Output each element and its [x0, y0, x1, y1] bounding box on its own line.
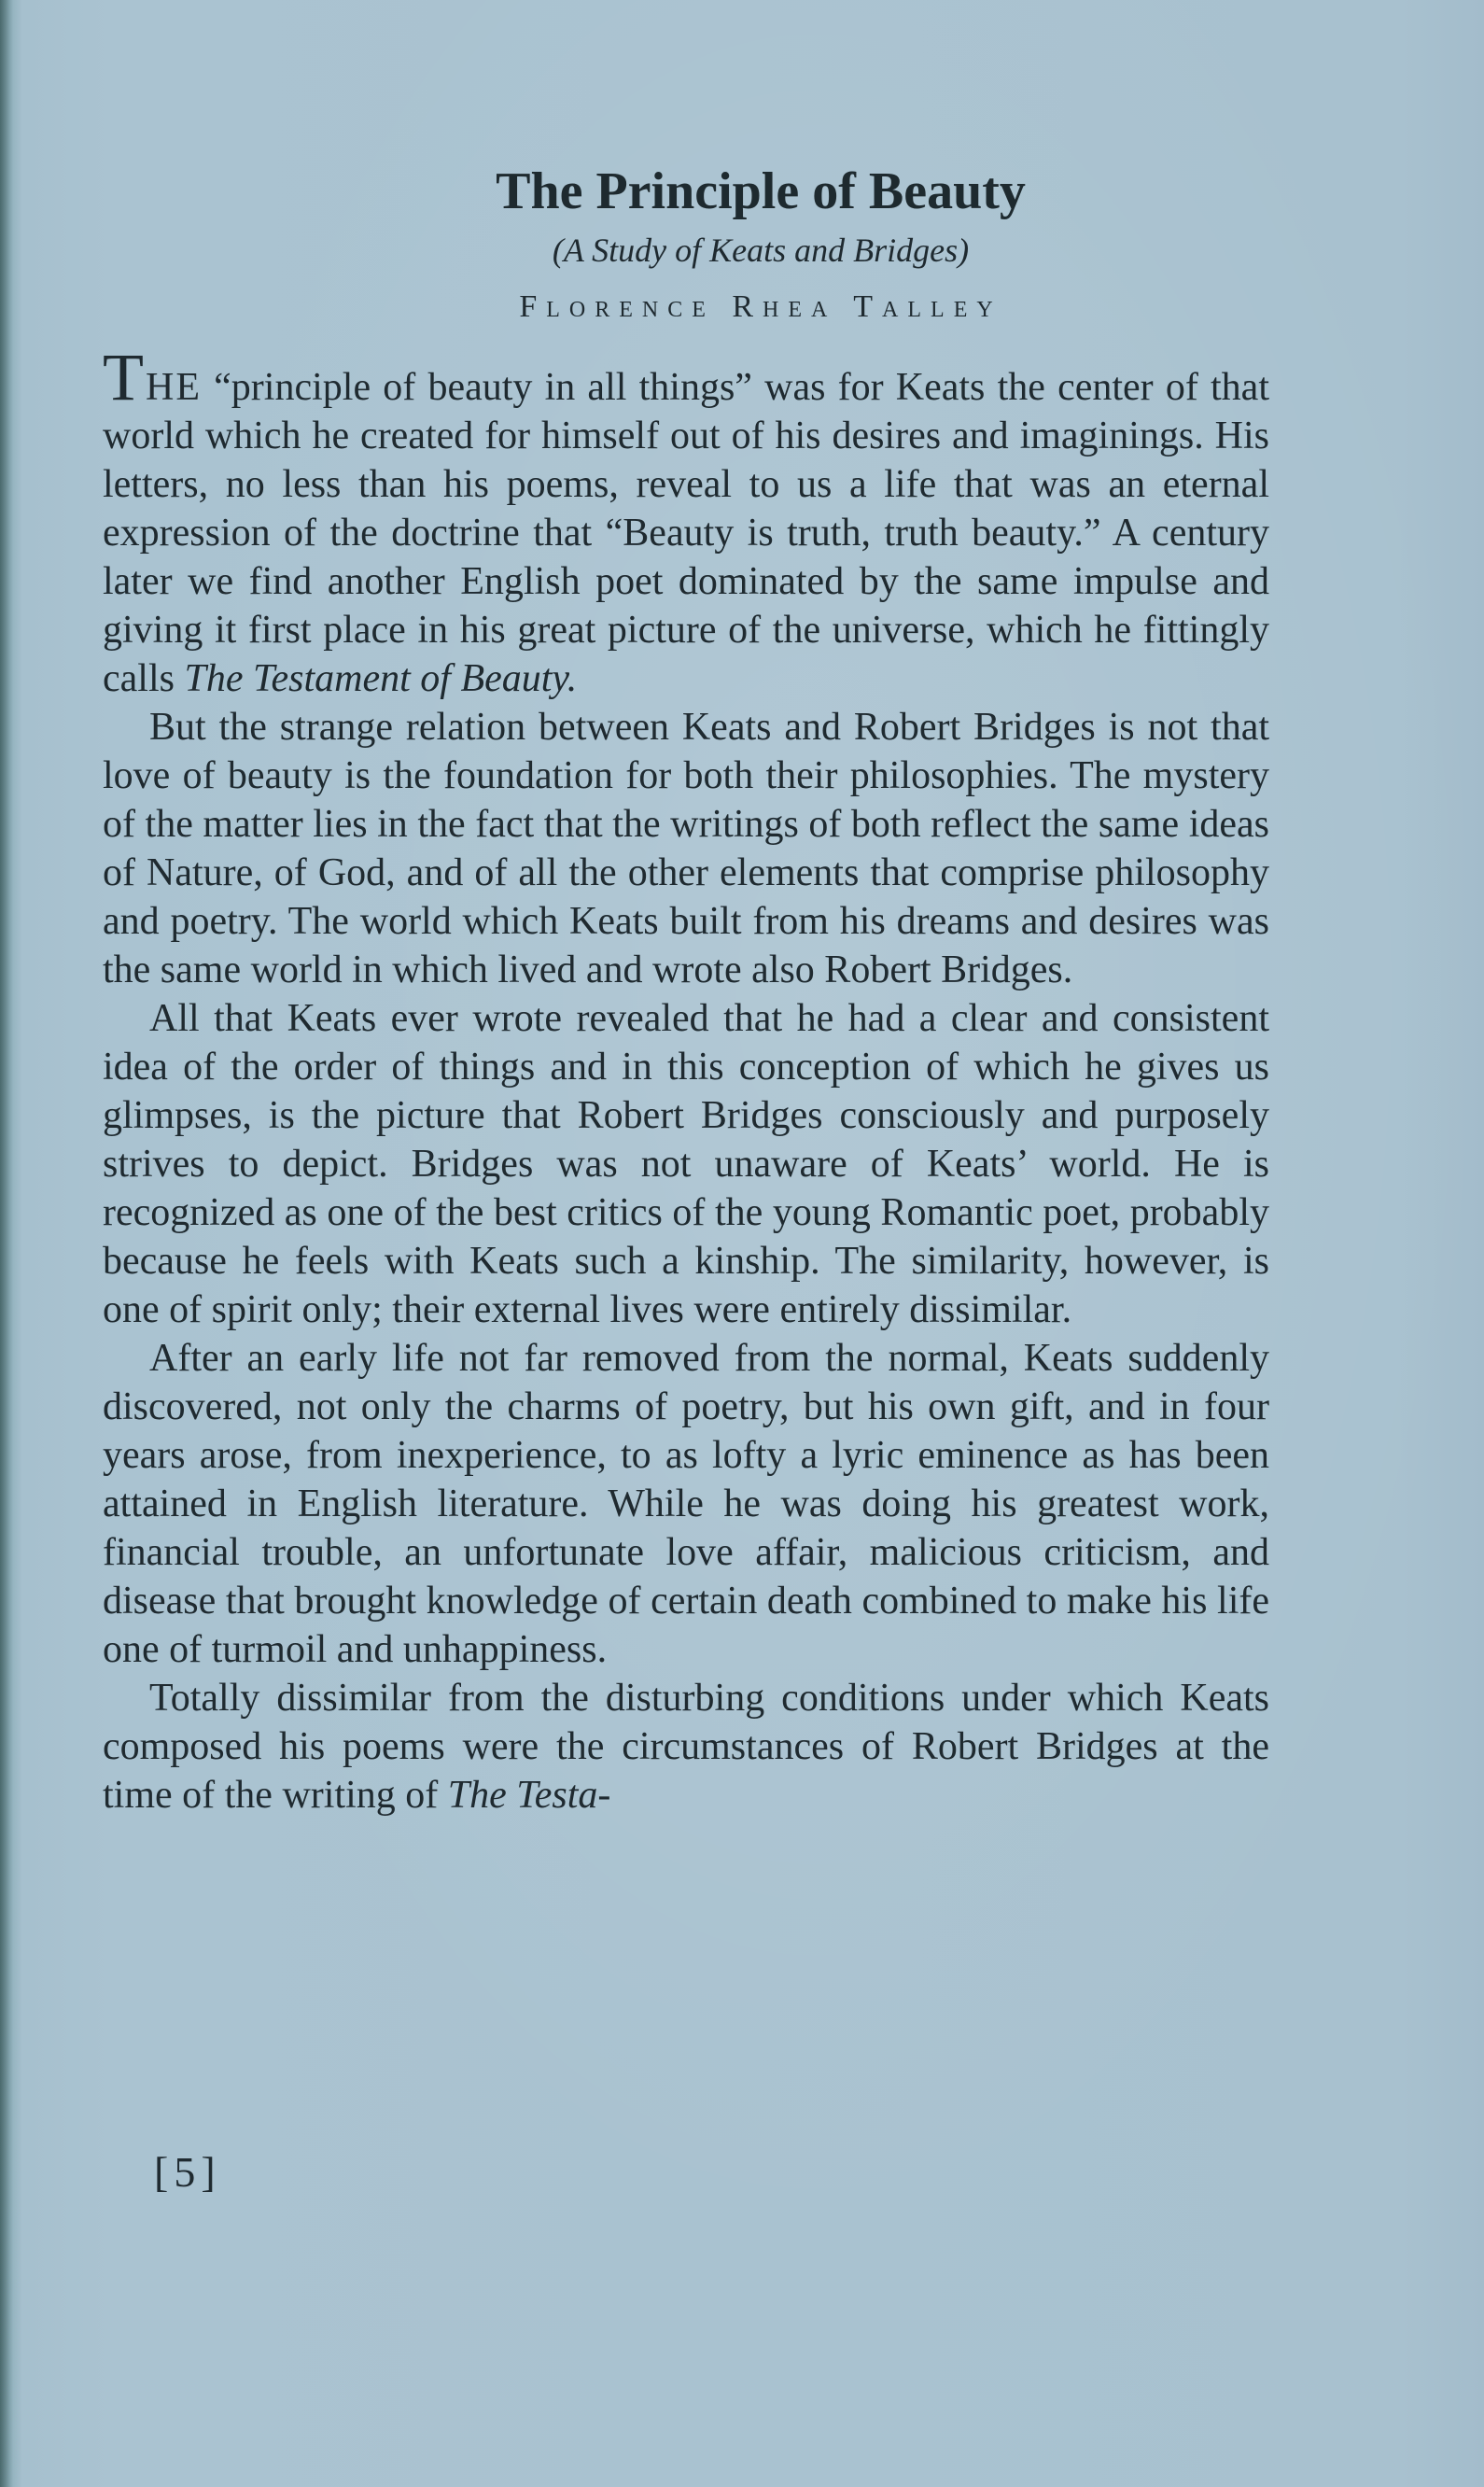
article-author: Florence Rhea Talley [519, 289, 1002, 324]
paragraph-5-text: Totally dissimilar from the disturbing conditions under which Keats composed his poems were the circumstances of Robert Bridges at the time of the writing of [103, 1677, 1269, 1817]
paragraph-3: All that Keats ever wrote revealed that he had a clear and consistent idea of the order of things and in this conception of which he gives us glimpses, is the picture that Robert Bridges consciously and purposely strives to depict. Bridges was not unaware of Keats’ world. He is recognized as one of the best critics of the young Romantic poet, probably because he feels with Keats such a kinship. The similarity, however, is one of spirit only; their external lives were entirely dissimilar. [103, 997, 1269, 1331]
first-word-caps: HE [145, 366, 202, 409]
paragraph-2: But the strange relation between Keats and Robert Bridges is not that love of beauty is the foundation for both their philosophies. The mystery of the matter lies in the fact that the writings of both reflect the same ideas of Nature, of God, and of all the other elements that comprise philosophy and poetry. The world which Keats built from his dreams and desires was the same world in which lived and wrote also Robert Bridges. [103, 706, 1269, 991]
drop-cap: T [103, 340, 146, 414]
spine-shadow [0, 0, 13, 2487]
article-subtitle: (A Study of Keats and Bridges) [552, 232, 970, 269]
article-title: The Principle of Beauty [496, 162, 1026, 220]
paragraph-1 [103, 340, 1269, 703]
paragraph-1-text: “principle of beauty in all things” was for Keats the center of that world which he created for himself out of his desires and imaginings. His letters, no less than his poems, reveal to us a life that was an eternal expression of the doctrine that “Beauty is truth, truth beauty.” A century later we find another English poet dominated by the same impulse and giving it first place in his great picture of the universe, which he fittingly calls [103, 366, 1269, 700]
article-body [103, 340, 1269, 1820]
article [103, 159, 1269, 1820]
paragraph-4: After an early life not far removed from the normal, Keats suddenly discovered, not only the charms of poetry, but his own gift, and in four years arose, from inexperience, to as lofty a lyric eminence as has been attained in English literature. While he was doing his greatest work, financial trouble, an unfortunate love affair, malicious criticism, and disease that brought knowledge of certain death combined to make his life one of turmoil and unhappiness. [103, 1337, 1269, 1671]
paragraph-5-italic-title: The Testa- [447, 1774, 611, 1817]
paragraph-1-italic-title: The Testament of Beauty. [184, 657, 578, 700]
paragraph-5 [103, 1674, 1269, 1820]
page-number: [5] [154, 2148, 221, 2196]
